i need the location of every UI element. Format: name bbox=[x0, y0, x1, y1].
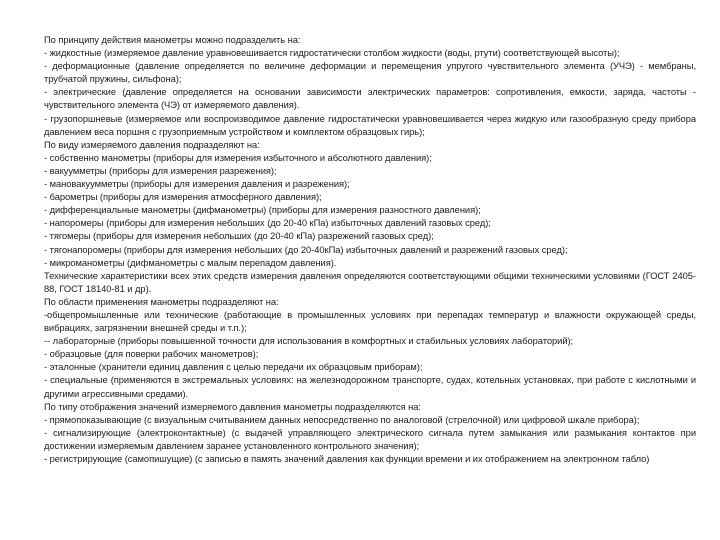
paragraph: По типу отображения значений измеряемого давления манометры подразделяются на: bbox=[44, 401, 421, 412]
list-item: - мановакуумметры (приборы для измерения давления и разрежения); bbox=[44, 179, 350, 190]
paragraph: Технические характеристики всех этих средств измерения давления определяются соответствующими общими техническими условиями (ГОСТ 2405-88, ГОСТ 18140-81 и др). bbox=[44, 270, 696, 294]
list-item: - вакуумметры (приборы для измерения разрежения); bbox=[44, 165, 277, 176]
list-item: - тягомеры (приборы для измерения небольших (до 20-40 кПа) разрежений газовых сред); bbox=[44, 231, 434, 242]
list-item: - эталонные (хранители единиц давления с целью передачи их образцовым приборам); bbox=[44, 362, 423, 373]
paragraph: По принципу действия манометры можно подразделить на: bbox=[44, 35, 301, 45]
paragraph: По виду измеряемого давления подразделяют на: bbox=[44, 139, 260, 150]
list-item: - жидкостные (измеряемое давление уравновешивается гидростатически столбом жидкости (воды, ртути) соответствующей высоты); bbox=[44, 48, 620, 59]
list-item: - тягонапоромеры (приборы для измерения небольших (до 20-40кПа) избыточных давлений и разрежений газовых сред); bbox=[44, 244, 568, 255]
list-item: -- лабораторные (приборы повышенной точности для использования в комфортных и стабильных условиях лабораторий); bbox=[44, 336, 574, 347]
list-item: - деформационные (давление определяется по величине деформации и перемещения упругого чувствительного элемента (УЧЭ) - мембраны, трубчатой пружины, сильфона); bbox=[44, 61, 696, 85]
document-body bbox=[44, 34, 696, 466]
list-item: - напоромеры (приборы для измерения небольших (до 20-40 кПа) избыточных давлений газовых сред); bbox=[44, 218, 491, 229]
list-item: - образцовые (для поверки рабочих манометров); bbox=[44, 349, 259, 360]
list-item: - собственно манометры (приборы для измерения избыточного и абсолютного давления); bbox=[44, 152, 432, 163]
list-item: - барометры (приборы для измерения атмосферного давления); bbox=[44, 192, 322, 203]
list-item: - прямопоказывающие (с визуальным считыванием данных непосредственно по аналоговой (стрелочной) или цифровой шкале прибора); bbox=[44, 414, 640, 425]
list-item: -общепромышленные или технические (работающие в промышленных условиях при перепадах температур и влажности окружающей среды, вибрациях, загрязнении внешней среды и т.п.); bbox=[44, 309, 696, 334]
list-item: - специальные (применяются в экстремальных условиях: на железнодорожном транспорте, судах, котельных установках, при работе с кислотными и другими агрессивными средами). bbox=[44, 375, 696, 399]
list-item: - грузопоршневые (измеряемое или воспроизводимое давление гидростатически уравновешивается через жидкую или газообразную среду прибора давлением веса поршня с грузоприемным устройством и комплектом образцовых гирь); bbox=[44, 113, 696, 137]
paragraph: По области применения манометры подразделяют на: bbox=[44, 296, 279, 307]
list-item: - сигнализирующие (электроконтактные) (с выдачей управляющего электрического сигнала путем замыкания или размыкания контактов при достижении измеряемым давлением заранее установленного контрольного значения); bbox=[44, 427, 696, 451]
list-item: - электрические (давление определяется на основании зависимости электрических параметров: сопротивления, емкости, заряда, частоты - чувствительного элемента (ЧЭ) от измеряемого давления). bbox=[44, 87, 696, 111]
list-item: - дифференциальные манометры (дифманометры) (приборы для измерения разностного давления); bbox=[44, 205, 481, 216]
list-item: - регистрирующие (самопишущие) (с записью в память значений давления как функции времени и их отображением на электронном табло) bbox=[44, 454, 650, 464]
list-item: - микроманометры (дифманометры с малым перепадом давления). bbox=[44, 257, 337, 268]
